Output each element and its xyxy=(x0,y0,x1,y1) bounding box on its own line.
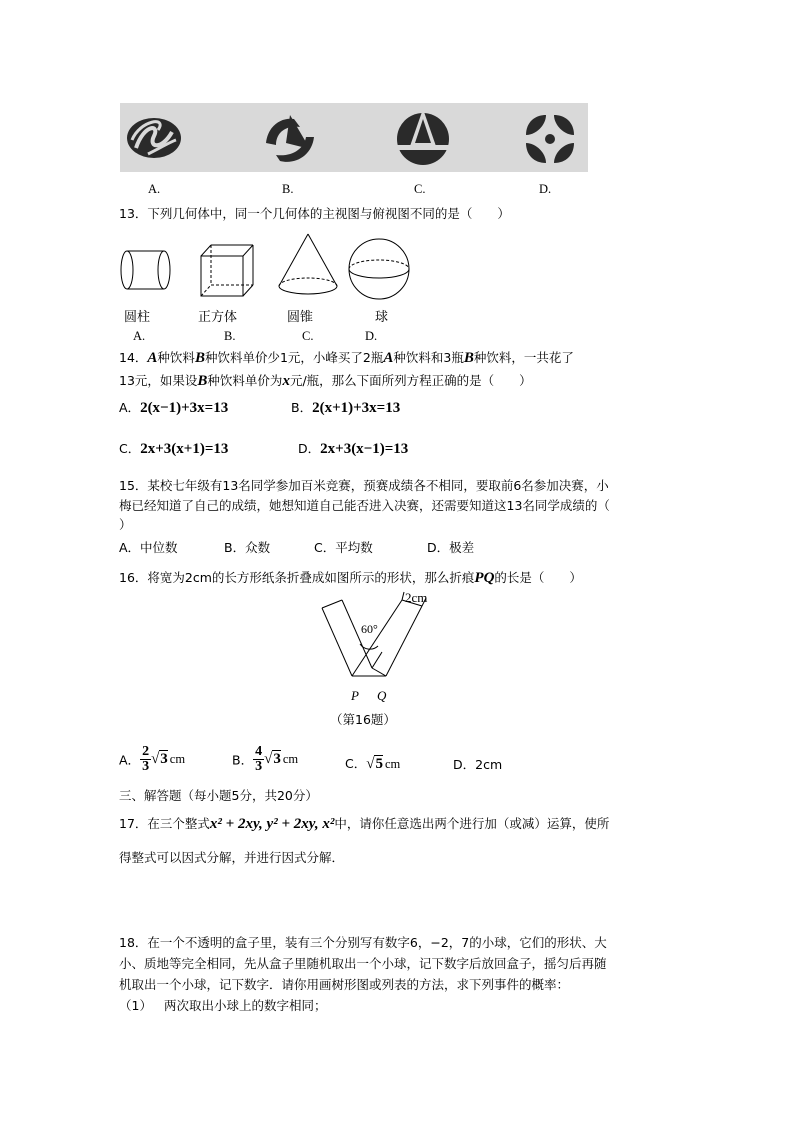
triangle-swirl-logo-icon xyxy=(266,115,314,162)
q18-line1: 18．在一个不透明的盒子里，装有三个分别写有数字6，−2，7的小球，它们的形状、大 xyxy=(119,935,607,950)
q16-option-a-fraction: $\frac{2}{3}$ xyxy=(142,744,150,774)
q16-point-q: Q xyxy=(377,688,387,703)
q15-line3: ） xyxy=(119,517,132,532)
q14-line2: 13元，如果设B种饮料单价为x元/瓶，那么下面所列方程正确的是（ ） xyxy=(119,373,532,389)
cylinder-figure xyxy=(121,251,170,289)
q14-option-d: D．2x+3(x−1)=13 xyxy=(298,441,409,457)
q13-option-b: B. xyxy=(224,329,236,343)
q17-line2: 得整式可以因式分解，并进行因式分解． xyxy=(119,850,345,865)
logo-graphics xyxy=(120,103,588,172)
q13-shape-sphere: 球 xyxy=(375,310,389,325)
logo-option-d: D. xyxy=(539,182,552,196)
logo-strip xyxy=(120,103,588,172)
swirl-logo-icon xyxy=(127,118,181,158)
section-3-title: 三、解答题（每小题5分，共20分） xyxy=(119,788,318,803)
q15-option-c: C．平均数 xyxy=(314,540,373,555)
cone-figure xyxy=(279,234,337,294)
q13-shape-cone: 圆锥 xyxy=(287,310,314,325)
q16-stem: 16．将宽为2cm的长方形纸条折叠成如图所示的形状，那么折痕PQ的长是（ ） xyxy=(119,570,582,586)
q16-caption: （第16题） xyxy=(330,712,396,727)
q14-option-b-equation: 2(x+1)+3x=13 xyxy=(312,400,401,416)
logo-option-b: B. xyxy=(282,182,294,196)
q13-shape-cylinder: 圆柱 xyxy=(124,310,151,325)
q14-option-a-equation: 2(x−1)+3x=13 xyxy=(140,400,229,416)
q13-option-c: C. xyxy=(302,329,314,343)
q14-option-d-equation: 2x+3(x−1)=13 xyxy=(320,441,409,457)
q16-point-p: P xyxy=(351,688,359,703)
q16-width-label: 2cm xyxy=(405,590,428,605)
q13-shape-cube: 正方体 xyxy=(198,310,238,325)
quatrefoil-logo-icon xyxy=(526,115,574,163)
q14-option-c: C．2x+3(x+1)=13 xyxy=(119,441,229,457)
q16-angle-label: 60° xyxy=(361,622,378,636)
q17-line1: 17．在三个整式x² + 2xy, y² + 2xy, x²中，请你任意选出两个进行加（或减）运算，使所 xyxy=(119,816,610,832)
q16-option-c: C．√5 cm xyxy=(345,756,401,772)
q13-solids xyxy=(115,228,425,300)
q18-line3: 机取出一个小球，记下数字．请你用画树形图或列表的方法，求下列事件的概率： xyxy=(119,977,570,992)
cube-figure xyxy=(201,245,253,296)
logo-option-c: C. xyxy=(414,182,426,196)
q15-line2: 梅已经知道了自己的成绩，她想知道自己能否进入决赛，还需要知道这13名同学成绩的（ xyxy=(119,498,610,513)
triangle-circle-logo-icon xyxy=(395,109,451,165)
q17-expression: x² + 2xy, y² + 2xy, x² xyxy=(209,816,335,832)
q15-line1: 15．某校七年级有13名同学参加百米竞赛，预赛成绩各不相同，要取前6名参加决赛，小 xyxy=(119,478,609,493)
q16-option-b-fraction: $\frac{4}{3}$ xyxy=(255,744,263,774)
sphere-figure xyxy=(349,239,409,299)
logo-option-a: A. xyxy=(148,182,161,196)
q15-option-a: A．中位数 xyxy=(119,540,178,555)
q16-option-a: A． $\frac{2}{3}$ √3 cm xyxy=(119,744,186,774)
q14-option-a: A．2(x−1)+3x=13 xyxy=(119,400,229,416)
q15-option-d: D．极差 xyxy=(427,540,475,555)
q14-option-b: B．2(x+1)+3x=13 xyxy=(291,400,401,416)
q15-option-b: B．众数 xyxy=(224,540,271,555)
q13-stem: 13．下列几何体中，同一个几何体的主视图与俯视图不同的是（ ） xyxy=(119,206,510,221)
q14-line1: 14．A种饮料B种饮料单价少1元，小峰买了2瓶A种饮料和3瓶B种饮料，一共花了 xyxy=(119,350,574,366)
q18-line2: 小、质地等完全相同，先从盒子里随机取出一个小球，记下数字后放回盒子，摇匀后再随 xyxy=(119,956,607,971)
q13-option-d: D. xyxy=(365,329,378,343)
q13-option-a: A. xyxy=(133,329,146,343)
q18-sub1: （1） 两次取出小球上的数字相同； xyxy=(119,998,327,1013)
q14-option-c-equation: 2x+3(x+1)=13 xyxy=(140,441,229,457)
q16-option-b: B． $\frac{4}{3}$ √3 cm xyxy=(232,744,299,774)
q16-option-d: D．2cm xyxy=(453,757,503,772)
